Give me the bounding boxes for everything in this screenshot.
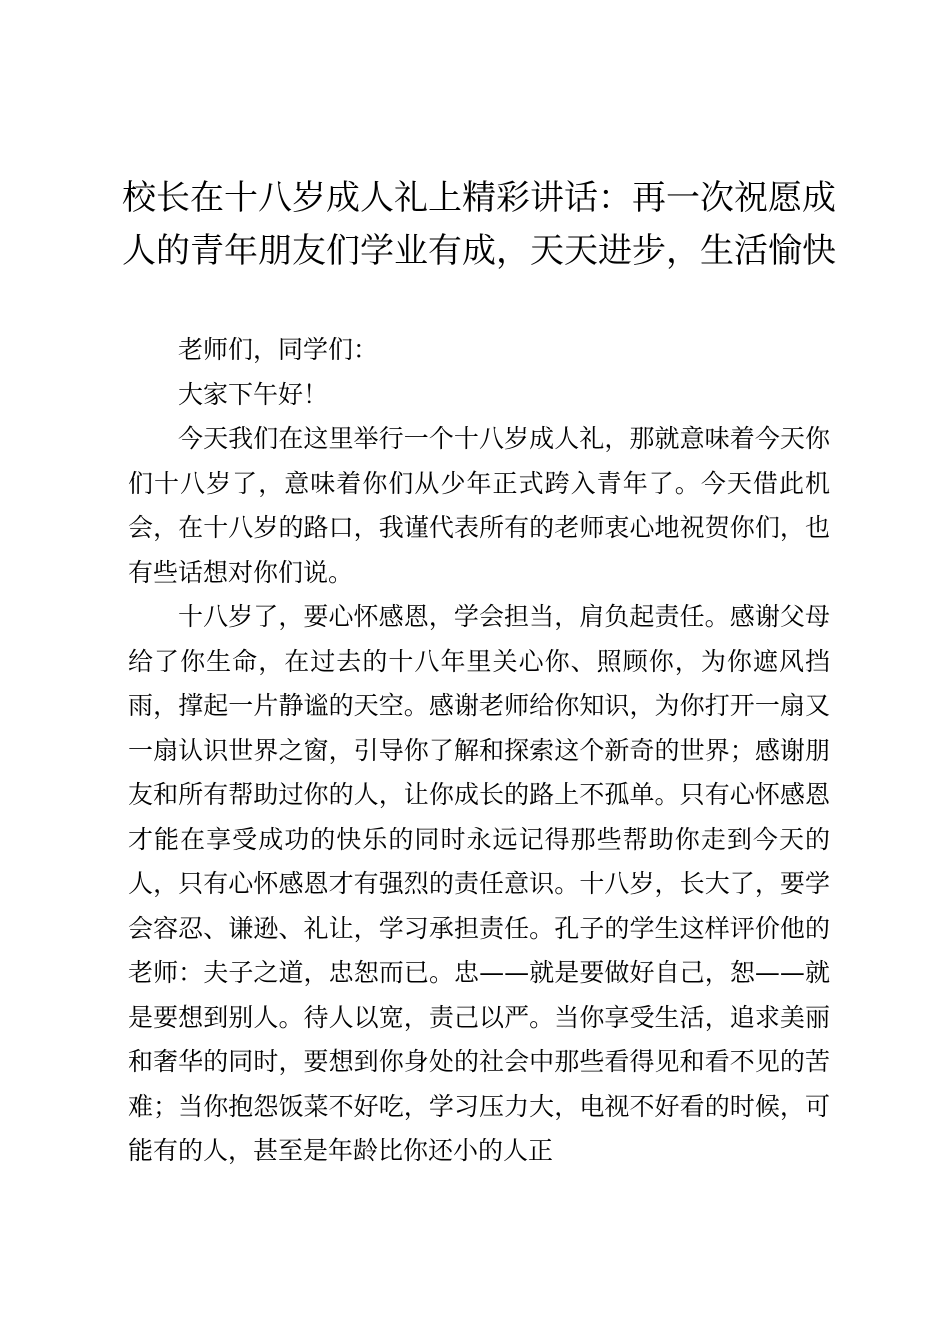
salutation: 老师们，同学们：: [178, 335, 379, 364]
paragraph: 今天我们在这里举行一个十八岁成人礼，那就意味着今天你们十八岁了，意味着你们从少年正式跨入青年了。今天借此机会，在十八岁的路口，我谨代表所有的老师衷心地祝贺你们，也有些话想对你们说。: [128, 424, 830, 587]
document-title: 校长在十八岁成人礼上精彩讲话：再一次祝愿成人的青年朋友们学业有成，天天进步，生活愉快: [122, 178, 836, 271]
document-body: [128, 328, 830, 1174]
paragraph: 十八岁了，要心怀感恩，学会担当，肩负起责任。感谢父母给了你生命，在过去的十八年里关心你、照顾你，为你遮风挡雨，撑起一片静谧的天空。感谢老师给你知识，为你打开一扇又一扇认识世界之窗，引导你了解和探索这个新奇的世界；感谢朋友和所有帮助过你的人，让你成长的路上不孤单。只有心怀感恩才能在享受成功的快乐的同时永远记得那些帮助你走到今天的人，只有心怀感恩才有强烈的责任意识。十八岁，长大了，要学会容忍、谦逊、礼让，学习承担责任。孔子的学生这样评价他的老师：夫子之道，忠恕而已。忠——就是要做好自己，恕——就是要想到别人。待人以宽，责己以严。当你享受生活，追求美丽和奢华的同时，要想到你身处的社会中那些看得见和看不见的苦难；当你抱怨饭菜不好吃，学习压力大，电视不好看的时候，可能有的人，甚至是年龄比你还小的人正: [128, 602, 830, 1165]
greeting: 大家下午好！: [178, 379, 329, 409]
